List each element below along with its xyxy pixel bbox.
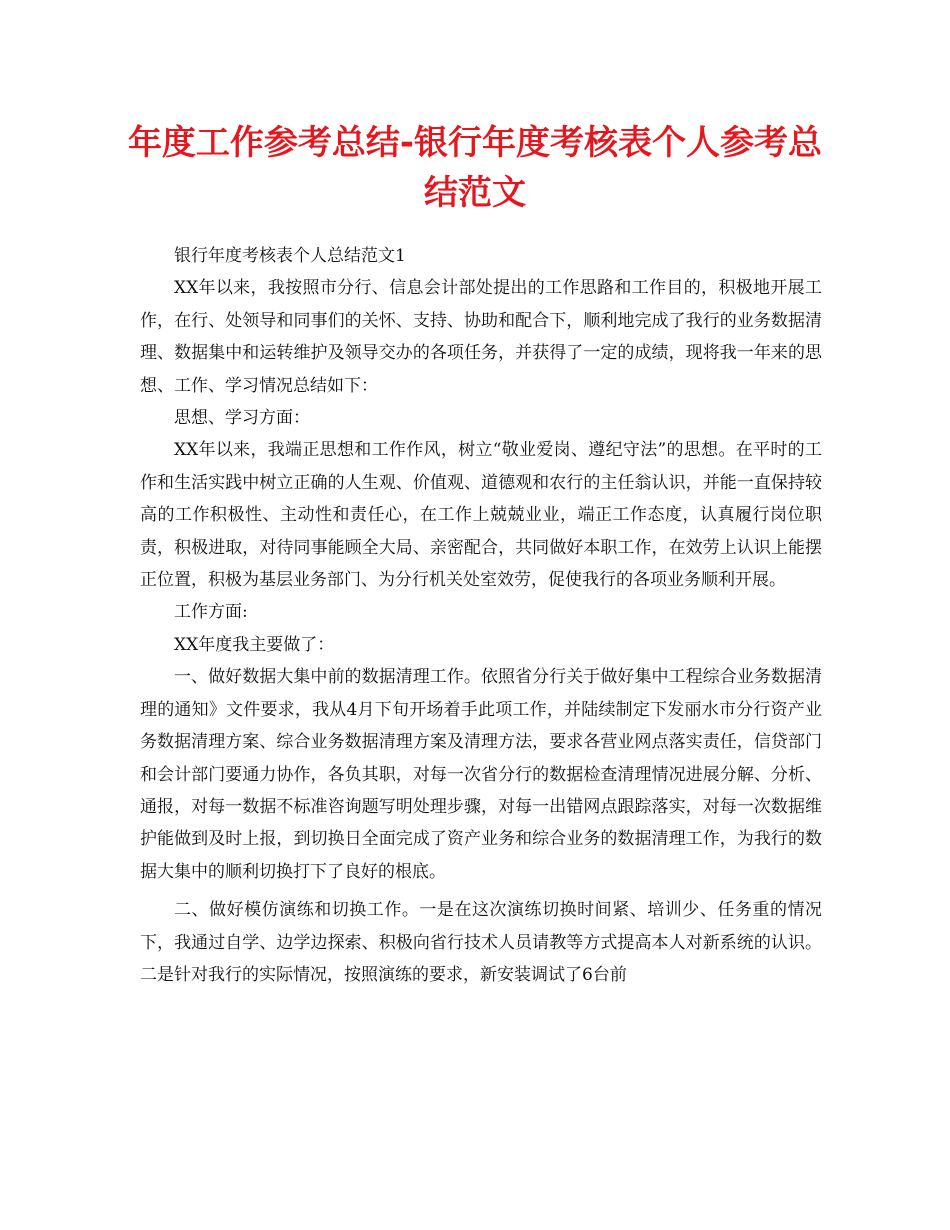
document-title: 年度工作参考总结-银行年度考核表个人参考总结范文	[127, 123, 823, 213]
paragraph-intro: XX年以来，我按照市分行、信息会计部处提出的工作思路和工作目的，积极地开展工作，在行、处领导和同事们的关怀、支持、协助和配合下，顺利地完成了我行的业务数据清理、数据集中和运转维护及领导交办的各项任务，并获得了一定的成绩，现将我一年来的思想、工作、学习情况总结如下：	[140, 278, 822, 396]
section-heading-thought: 思想、学习方面：	[174, 408, 310, 429]
paragraph-work-intro: XX年度我主要做了：	[174, 634, 335, 655]
paragraph-thought: XX年以来，我端正思想和工作作风，树立“敬业爱岗、遵纪守法”的思想。在平时的工作和生活实践中树立正确的人生观、价值观、道德观和农行的主任翁认识，并能一直保持较高的工作积极性、主动性和责任心，在工作上兢兢业业，端正工作态度，认真履行岗位职责，积极进取，对待同事能顾全大局、亲密配合，共同做好本职工作，在效劳上认识上能摆正位置，积极为基层业务部门、为分行机关处室效劳，促使我行的各项业务顺利开展。	[140, 440, 822, 591]
section-heading-work: 工作方面:	[174, 602, 248, 623]
paragraph-item-2: 二、做好模仿演练和切换工作。一是在这次演练切换时间紧、培训少、任务重的情况下，我通过自学、边学边探索、积极向省行技术人员请教等方式提高本人对新系统的认识。二是针对我行的实际情况，按照演练的要求，新安装调试了6台前	[140, 900, 822, 985]
section-heading-1: 银行年度考核表个人总结范文1	[174, 246, 406, 266]
document-body	[140, 240, 822, 991]
paragraph-item-1: 一、做好数据大集中前的数据清理工作。依照省分行关于做好集中工程综合业务数据清理的通知》文件要求，我从4月下旬开场着手此项工作，并陆续制定下发丽水市分行资产业务数据清理方案、综合业务数据清理方案及清理方法，要求各营业网点落实责任，信贷部门和会计部门要通力协作，各负其职，对每一次省分行的数据检查清理情况进展分解、分析、通报，对每一数据不标准咨询题写明处理步骤，对每一出错网点跟踪落实，对每一次数据维护能做到及时上报，到切换日全面完成了资产业务和综合业务的数据清理工作，为我行的数据大集中的顺利切换打下了良好的根底。	[140, 667, 822, 882]
